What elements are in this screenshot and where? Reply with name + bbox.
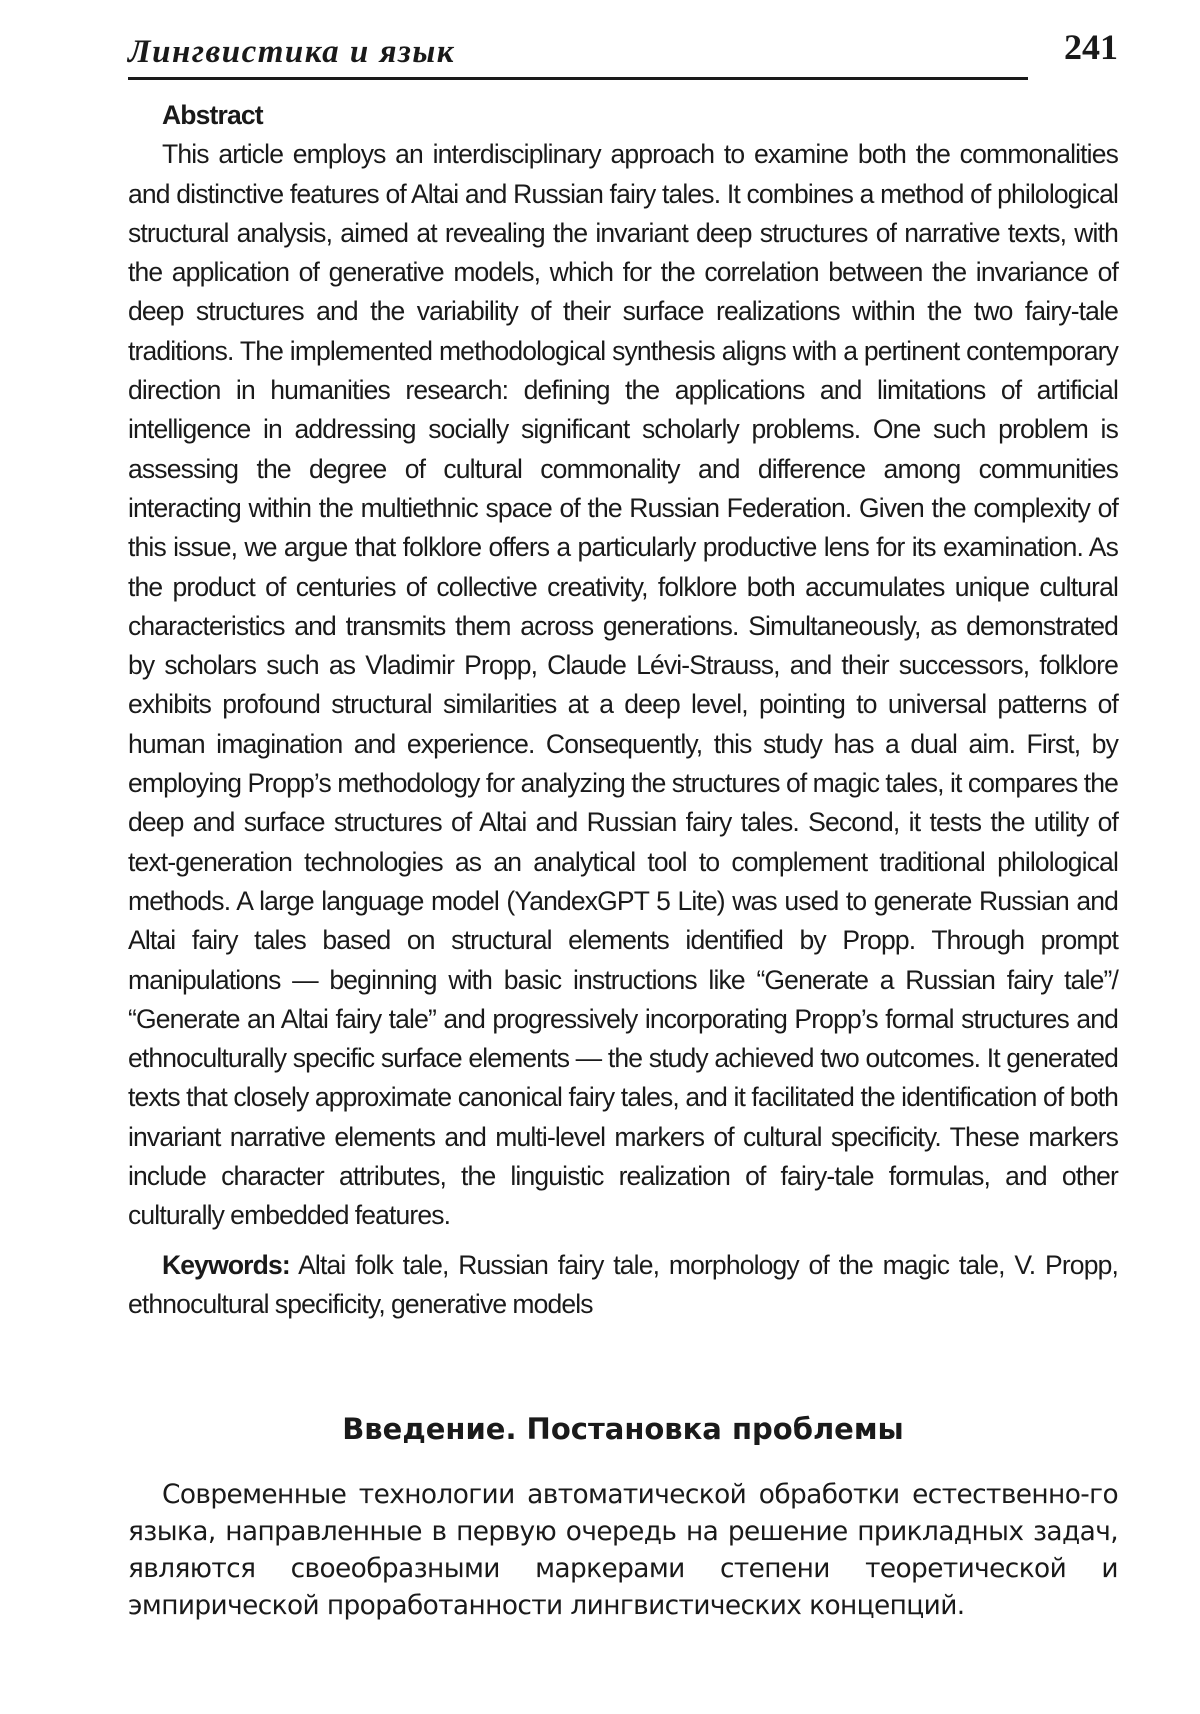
abstract-block: [128, 96, 1118, 1324]
section-title: Введение. Постановка проблемы: [342, 1412, 904, 1446]
keywords-label: Keywords:: [162, 1249, 290, 1280]
intro-paragraph: Современные технологии автоматической обработки естественно-го языка, направленные в первую очередь на решение прикладных задач, являются своеобразными маркерами степени теоретической и эмпирической проработанности лингвистических концепций.: [128, 1479, 1118, 1621]
header-rule: [128, 77, 1028, 80]
keywords: [128, 1246, 1118, 1325]
page-number: 241: [1064, 27, 1118, 67]
abstract-text: This article employs an interdisciplinary approach to examine both the commonalities and distinctive features of Altai and Russian fairy tales. It combines a method of philological structural analysis, aimed at revealing the invariant deep structures of narrative texts, with the application of generative models, which for the correlation between the invariance of deep structures and the variability of their surface realizations within the two fairy-tale traditions. The implemented methodological synthesis aligns with a pertinent contemporary direction in humanities research: defining the applications and limitations of artificial intelligence in addressing socially significant scholarly problems. One such problem is assessing the degree of cultural commonality and difference among communities interacting within the multiethnic space of the Russian Federation. Given the complexity of this issue, we argue that folklore offers a particularly productive lens for its examination. As the product of centuries of collective creativity, folklore both accumulates unique cultural characteristics and transmits them across generations. Simultaneously, as demonstrated by scholars such as Vladimir Propp, Claude Lévi-Strauss, and their successors, folklore exhibits profound structural similarities at a deep level, pointing to universal patterns of human imagination and experience. Consequently, this study has a dual aim. First, by employing Propp’s methodology for analyzing the structures of magic tales, it compares the deep and surface structures of Altai and Russian fairy tales. Second, it tests the utility of text-generation technologies as an analytical tool to complement traditional philological methods. A large language model (YandexGPT 5 Lite) was used to generate Russian and Altai fairy tales based on structural elements identified by Propp. Through prompt manipulations — beginning with basic instructions like “Generate a Russian fairy tale”/ “Generate an Altai fairy tale” and progressively incorporating Propp’s formal structures and ethnoculturally specific surface elements — the study achieved two outcomes. It generated texts that closely approximate canonical fairy tales, and it facilitated the identification of both invariant narrative elements and multi-level markers of cultural specificity. These markers include character attributes, the linguistic realization of fairy-tale formulas, and other culturally embedded features.: [128, 139, 1118, 1231]
journal-title: Лингвистика и язык: [128, 34, 456, 70]
abstract-heading: Abstract: [162, 100, 263, 130]
running-head: [128, 26, 1118, 78]
keywords-text: Altai folk tale, Russian fairy tale, morphology of the magic tale, V. Propp, ethnocultural specificity, generative models: [128, 1249, 1118, 1319]
